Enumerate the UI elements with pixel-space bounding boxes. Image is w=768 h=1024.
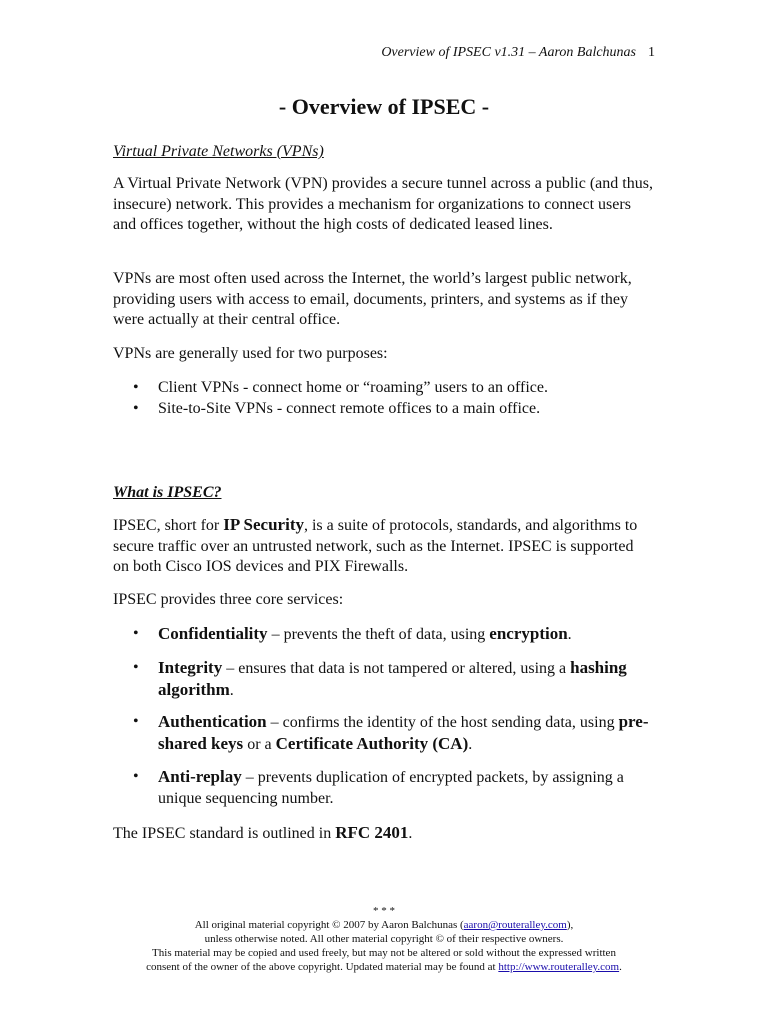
bullet-icon: • [133, 399, 139, 417]
text: ), [566, 919, 574, 931]
list-item-text: Site-to-Site VPNs - connect remote offices to a main office. [158, 399, 541, 417]
list-item [113, 658, 653, 701]
email-link[interactable]: aaron@routeralley.com [463, 919, 567, 931]
text: IPSEC, short for [113, 517, 224, 534]
vpn-usage-paragraph [113, 269, 653, 331]
text: , is a suite of protocols, standards, and algorithms to secure traffic over an untrusted network, such as the Internet. IPSEC is supported on both Cisco IOS devices and PIX Firewalls. [113, 517, 638, 575]
footer-line-3: This material may be copied and used freely, but may not be altered or sold without the expressed written [152, 947, 616, 959]
list-item [113, 767, 653, 809]
page-number: 1 [648, 45, 655, 60]
paragraph: VPNs are generally used for two purposes: [113, 345, 388, 362]
bold-term: pre-shared keys [158, 712, 649, 753]
bold-term: RFC 2401 [335, 823, 409, 842]
page-title: - Overview of IPSEC - [278, 94, 490, 119]
rfc-paragraph [113, 823, 653, 845]
service-anti-replay [113, 767, 653, 809]
service-confidentiality [113, 624, 653, 646]
list-item-text: Client VPNs - connect home or “roaming” users to an office. [158, 379, 548, 396]
bullet-icon: • [133, 768, 139, 785]
paragraph: A Virtual Private Network (VPN) provides a secure tunnel across a public (and thus, insecure) network. This provides a mechanism for organizations to connect users and offices together, without the high costs of dedicated leased lines. [113, 175, 653, 233]
section-heading-ipsec: What is IPSEC? [113, 484, 222, 501]
text: . [567, 626, 572, 643]
bullet-icon: • [133, 625, 139, 642]
footer-line-1 [0, 918, 768, 932]
text: – prevents the theft of data, using [267, 626, 490, 643]
service-authentication [113, 712, 653, 755]
service-integrity [113, 658, 653, 701]
bold-term: Anti-replay [158, 767, 242, 786]
bold-term: IP Security [223, 515, 304, 534]
running-header [381, 45, 655, 61]
text: . [408, 825, 413, 842]
paragraph: VPNs are most often used across the Internet, the world’s largest public network, providing users with access to email, documents, printers, and systems as if they were actually at their central office. [113, 270, 632, 328]
vpn-purposes-paragraph [113, 344, 653, 365]
vpn-intro-paragraph [113, 174, 653, 236]
list-item [113, 399, 653, 420]
copyright-footer [0, 904, 768, 974]
footer-separator: * * * [373, 905, 395, 917]
ipsec-intro-paragraph [113, 515, 653, 578]
website-link[interactable]: http://www.routeralley.com [498, 961, 620, 973]
bullet-icon: • [133, 713, 139, 730]
text: consent of the owner of the above copyright. Updated material may be found at [146, 961, 499, 973]
text: The IPSEC standard is outlined in [113, 825, 336, 842]
list-item [113, 378, 653, 399]
list-item [113, 624, 653, 646]
section-heading-vpns: Virtual Private Networks (VPNs) [113, 143, 324, 160]
text: – ensures that data is not tampered or altered, using a [222, 660, 571, 677]
section-vpns [113, 142, 653, 163]
bold-term: Certificate Authority (CA) [275, 733, 469, 753]
bold-term: Integrity [158, 658, 223, 677]
bold-term: Confidentiality [158, 624, 268, 643]
section-ipsec [113, 483, 653, 504]
list-item [113, 712, 653, 755]
text: . [619, 961, 622, 973]
text: . [468, 735, 473, 753]
paragraph: IPSEC provides three core services: [113, 591, 344, 608]
footer-line-4 [0, 960, 768, 974]
bold-term: encryption [489, 624, 568, 643]
text: or a [243, 735, 276, 753]
vpn-purposes-list [113, 378, 653, 419]
bullet-icon: • [133, 379, 139, 396]
text: . [229, 681, 234, 699]
text: – confirms the identity of the host sending data, using [266, 714, 619, 731]
ipsec-services-paragraph [113, 590, 653, 611]
text: All original material copyright © 2007 by Aaron Balchunas ( [194, 919, 464, 931]
bold-term: hashing algorithm [158, 658, 627, 699]
text: – prevents duplication of encrypted packets, by assigning a unique sequencing number. [158, 769, 624, 807]
running-title: Overview of IPSEC v1.31 – Aaron Balchunas [381, 45, 636, 60]
bold-term: Authentication [158, 712, 267, 731]
footer-line-2: unless otherwise noted. All other material copyright © of their respective owners. [204, 933, 564, 945]
bullet-icon: • [133, 659, 139, 676]
